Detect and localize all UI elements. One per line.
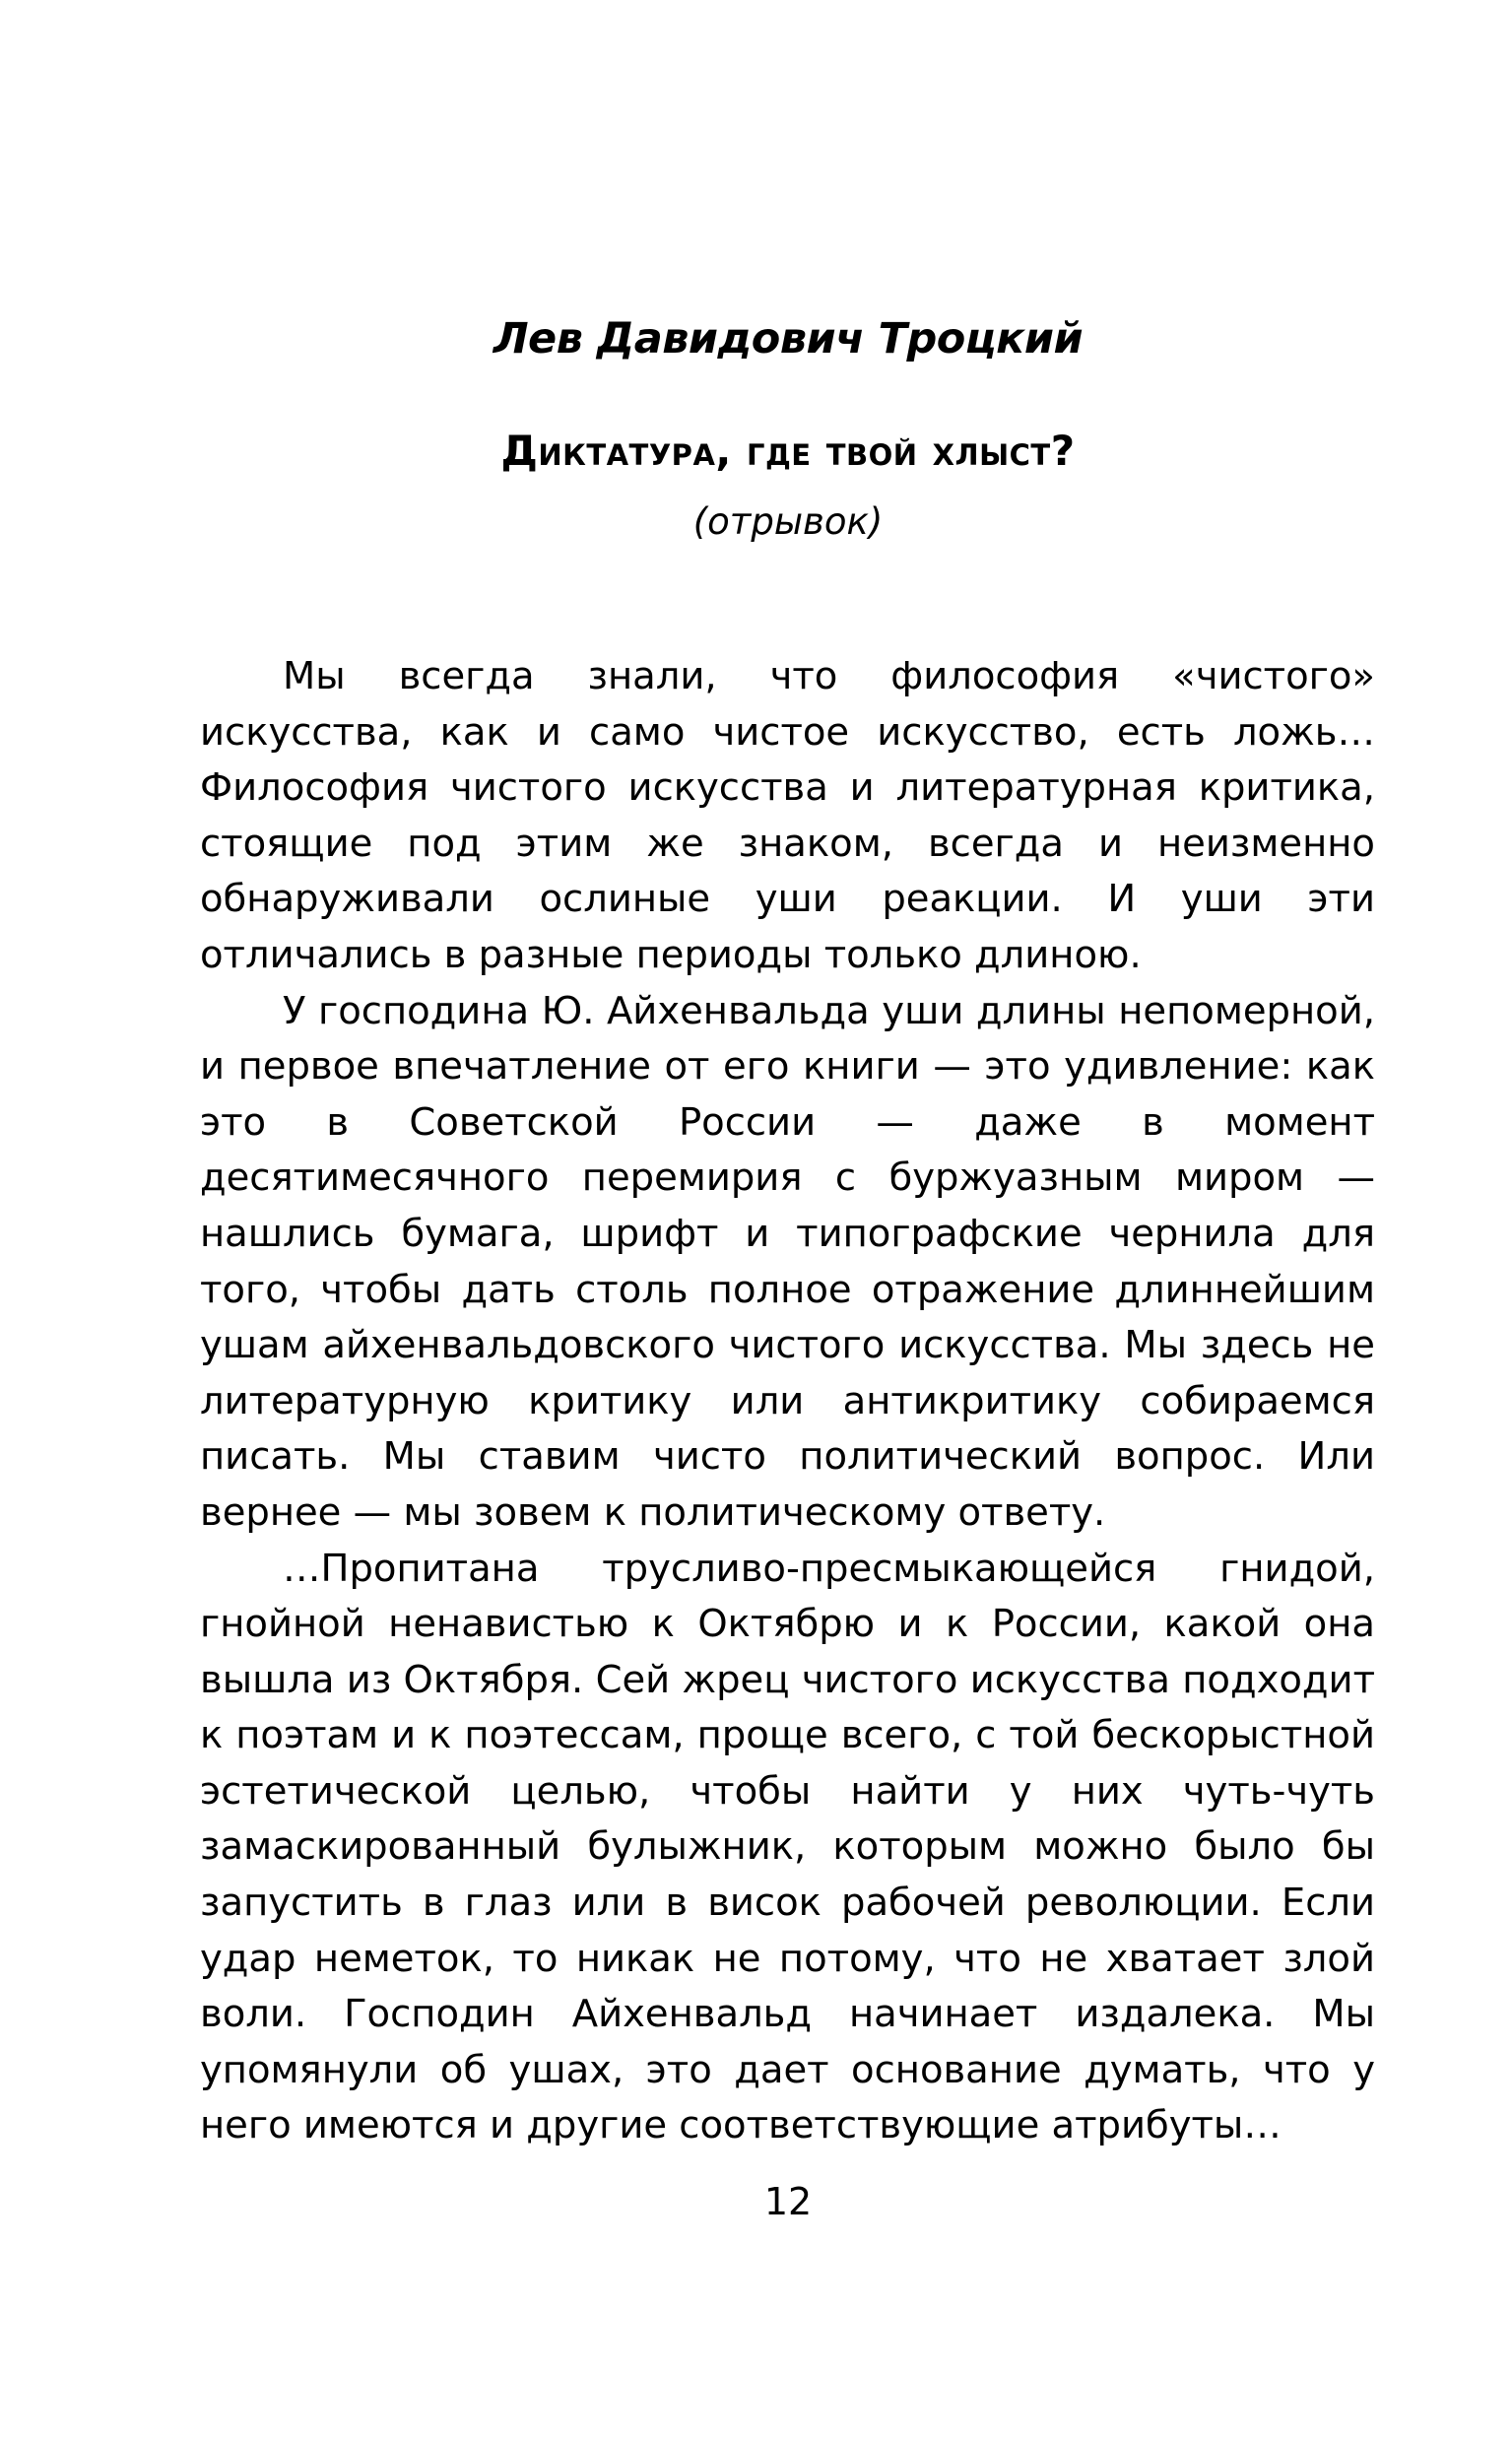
paragraph: Мы всегда знали, что философия «чистого» искусства, как и само чистое искусство, есть ложь… Философия чистого искусства и литературная критика, стоящие под этим же знаком, всегда и неизменно обнаруживали ослиные уши реакции. И уши эти отличались в разные периоды только длиною. [200, 654, 1375, 977]
body-text [200, 649, 1375, 2154]
page-title: Диктатура, где твой хлыст? [500, 427, 1076, 475]
subtitle: (отрывок) [692, 500, 884, 543]
page-number: 12 [763, 2180, 813, 2223]
author-name: Лев Давидович Троцкий [493, 314, 1084, 363]
paragraph: У господина Ю. Айхенвальда уши длины непомерной, и первое впечатление от его книги — это удивление: как это в Советской России — даже в момент десятимесячного перемирия с буржуазным миром — нашлись бумага, шрифт и типографские чернила для того, чтобы дать столь полное отражение длиннейшим ушам айхенвальдовского чистого искусства. Мы здесь не литературную критику или антикритику собираемся писать. Мы ставим чисто политический вопрос. Или вернее — мы зовем к политическому ответу. [200, 988, 1375, 1535]
paragraph: …Пропитана трусливо-пресмыкающейся гнидой, гнойной ненавистью к Октябрю и к России, какой она вышла из Октября. Сей жрец чистого искусства подходит к поэтам и к поэтессам, проще всего, с той бескорыстной эстетической целью, чтобы найти у них чуть-чуть замаскированный булыжник, которым можно было бы запустить в глаз или в висок рабочей революции. Если удар неметок, то никак не потому, что не хватает злой воли. Господин Айхенвальд начинает издалека. Мы упомянули об ушах, это дает основание думать, что у него имеются и другие соответствующие атрибуты… [200, 1546, 1375, 2148]
